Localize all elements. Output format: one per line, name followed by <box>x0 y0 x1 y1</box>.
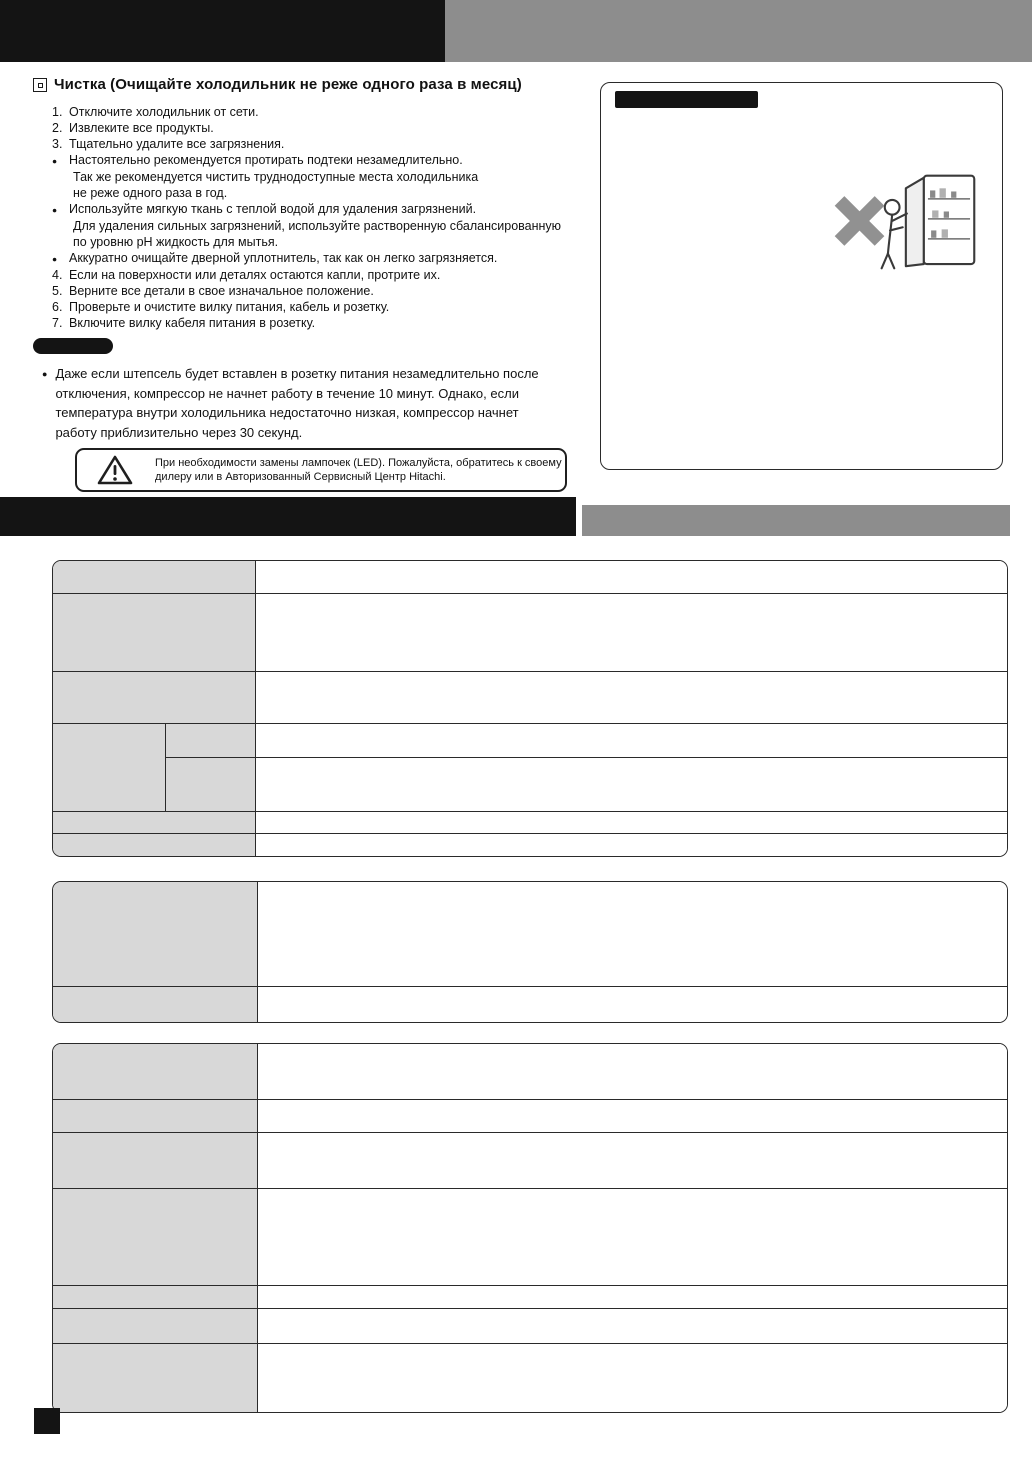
cleaning-step-line: ● Настоятельно рекомендуется протирать подтеки незамедлительно. <box>52 153 463 167</box>
table-header-cell <box>53 1189 258 1285</box>
table-row <box>53 1132 1007 1188</box>
cleaning-step-line: 3. Тщательно удалите все загрязнения. <box>52 137 285 151</box>
table-header-cell <box>53 1044 258 1099</box>
cleaning-step-line: 4. Если на поверхности или деталях остаются капли, протрите их. <box>52 268 441 282</box>
warning-box <box>75 448 567 492</box>
table-content-cell <box>258 1309 1007 1343</box>
prohibition-x-icon <box>840 201 880 241</box>
top-bar-black <box>0 0 445 62</box>
table-content-cell <box>258 1044 1007 1099</box>
table-row <box>53 1099 1007 1132</box>
fridge-open-door-illustration <box>829 169 989 275</box>
table-header-cell <box>53 1309 258 1343</box>
table-subrow <box>166 724 1007 757</box>
troubleshooting-table-1 <box>52 560 1008 857</box>
cleaning-section-title: Чистка (Очищайте холодильник не реже одного раза в месяц) <box>54 76 522 93</box>
table-content-cell <box>256 812 1007 833</box>
note-text-line: работу приблизительно через 30 секунд. <box>55 424 303 440</box>
cleaning-section-header <box>33 76 522 93</box>
table-content-cell <box>256 672 1007 723</box>
cleaning-step-line: Для удаления сильных загрязнений, используйте растворенную сбалансированную <box>73 219 562 233</box>
cleaning-step-line: 7. Включите вилку кабеля питания в розетку. <box>52 316 316 330</box>
table-header-cell <box>53 1344 258 1412</box>
table-header-cell <box>53 1286 258 1308</box>
section-bar-gray <box>582 505 1010 536</box>
note-text <box>55 364 538 442</box>
table-header-cell <box>53 672 256 723</box>
bullet-icon: ● <box>42 369 48 379</box>
cleaning-step-line: 5. Верните все детали в свое изначальное положение. <box>52 284 374 298</box>
cleaning-steps-list <box>52 104 612 331</box>
info-panel <box>600 82 1003 470</box>
table-header-cell <box>53 834 256 856</box>
table-subrow <box>166 757 1007 811</box>
cleaning-step-line: ● Аккуратно очищайте дверной уплотнитель, так как он легко загрязняется. <box>52 251 498 265</box>
table-row <box>53 986 1007 1022</box>
cleaning-step-line: 1. Отключите холодильник от сети. <box>52 105 259 119</box>
table-row <box>53 1285 1007 1308</box>
note-text-line: отключения, компрессор не начнет работу в течение 10 минут. Однако, если <box>55 385 519 401</box>
table-subheader-cell <box>166 758 256 811</box>
cleaning-step-line: 6. Проверьте и очистите вилку питания, кабель и розетку. <box>52 300 390 314</box>
person-icon <box>882 200 907 268</box>
table-row <box>53 833 1007 856</box>
table-row <box>53 1308 1007 1343</box>
table-row <box>53 811 1007 833</box>
page-number-box <box>34 1408 60 1434</box>
table-header-cell <box>53 594 256 671</box>
table-row <box>53 1343 1007 1412</box>
table-content-cell <box>258 882 1007 986</box>
table-header-cell <box>53 561 256 593</box>
table-content-cell <box>258 987 1007 1022</box>
table-header-cell <box>53 812 256 833</box>
table-row-group <box>53 723 1007 811</box>
table-header-cell-spanning <box>53 724 166 811</box>
table-header-cell <box>53 882 258 986</box>
table-content-cell <box>258 1286 1007 1308</box>
table-content-cell <box>258 1133 1007 1188</box>
cleaning-step-line: 2. Извлеките все продукты. <box>52 121 214 135</box>
warning-text <box>155 456 562 484</box>
table-header-cell <box>53 1133 258 1188</box>
cleaning-step-line: Так же рекомендуется чистить труднодоступные места холодильника <box>73 170 479 184</box>
cleaning-step-line: ● Используйте мягкую ткань с теплой водой для удаления загрязнений. <box>52 202 477 216</box>
table-row <box>53 561 1007 593</box>
table-row <box>53 593 1007 671</box>
fridge-open-door-icon <box>906 176 974 267</box>
troubleshooting-table-3 <box>52 1043 1008 1413</box>
no-forced-door-illustration <box>829 169 989 280</box>
table-content-cell <box>258 1344 1007 1412</box>
table-content-cell <box>258 1189 1007 1285</box>
table-row <box>53 882 1007 986</box>
table-content-cell <box>256 561 1007 593</box>
troubleshooting-table-2 <box>52 881 1008 1023</box>
table-header-cell <box>53 987 258 1022</box>
square-in-square-icon <box>33 78 47 92</box>
table-content-cell <box>258 1100 1007 1132</box>
cleaning-step-line: не реже одного раза в год. <box>73 186 228 200</box>
table-subheader-cell <box>166 724 256 757</box>
table-row <box>53 1044 1007 1099</box>
table-content-cell <box>256 758 1007 811</box>
table-content-cell <box>256 834 1007 856</box>
warning-text-line: дилеру или в Авторизованный Сервисный Центр Hitachi. <box>155 471 446 483</box>
table-header-cell <box>53 1100 258 1132</box>
note-badge <box>33 338 113 354</box>
warning-triangle-icon <box>97 454 133 486</box>
top-bar-gray <box>445 0 1032 62</box>
note-text-line: температура внутри холодильника недостаточно низкая, компрессор начнет <box>55 405 519 420</box>
table-content-cell <box>256 594 1007 671</box>
note-paragraph <box>42 364 539 442</box>
section-bar-black <box>0 497 576 536</box>
cleaning-step-line: по уровню pH жидкость для мытья. <box>73 235 279 249</box>
table-row <box>53 1188 1007 1285</box>
table-row <box>53 671 1007 723</box>
warning-text-line: При необходимости замены лампочек (LED). Пожалуйста, обратитесь к своему <box>155 457 562 469</box>
info-panel-badge <box>615 91 758 108</box>
note-text-line: Даже если штепсель будет вставлен в розетку питания незамедлительно после <box>55 366 539 381</box>
table-content-cell <box>256 724 1007 757</box>
